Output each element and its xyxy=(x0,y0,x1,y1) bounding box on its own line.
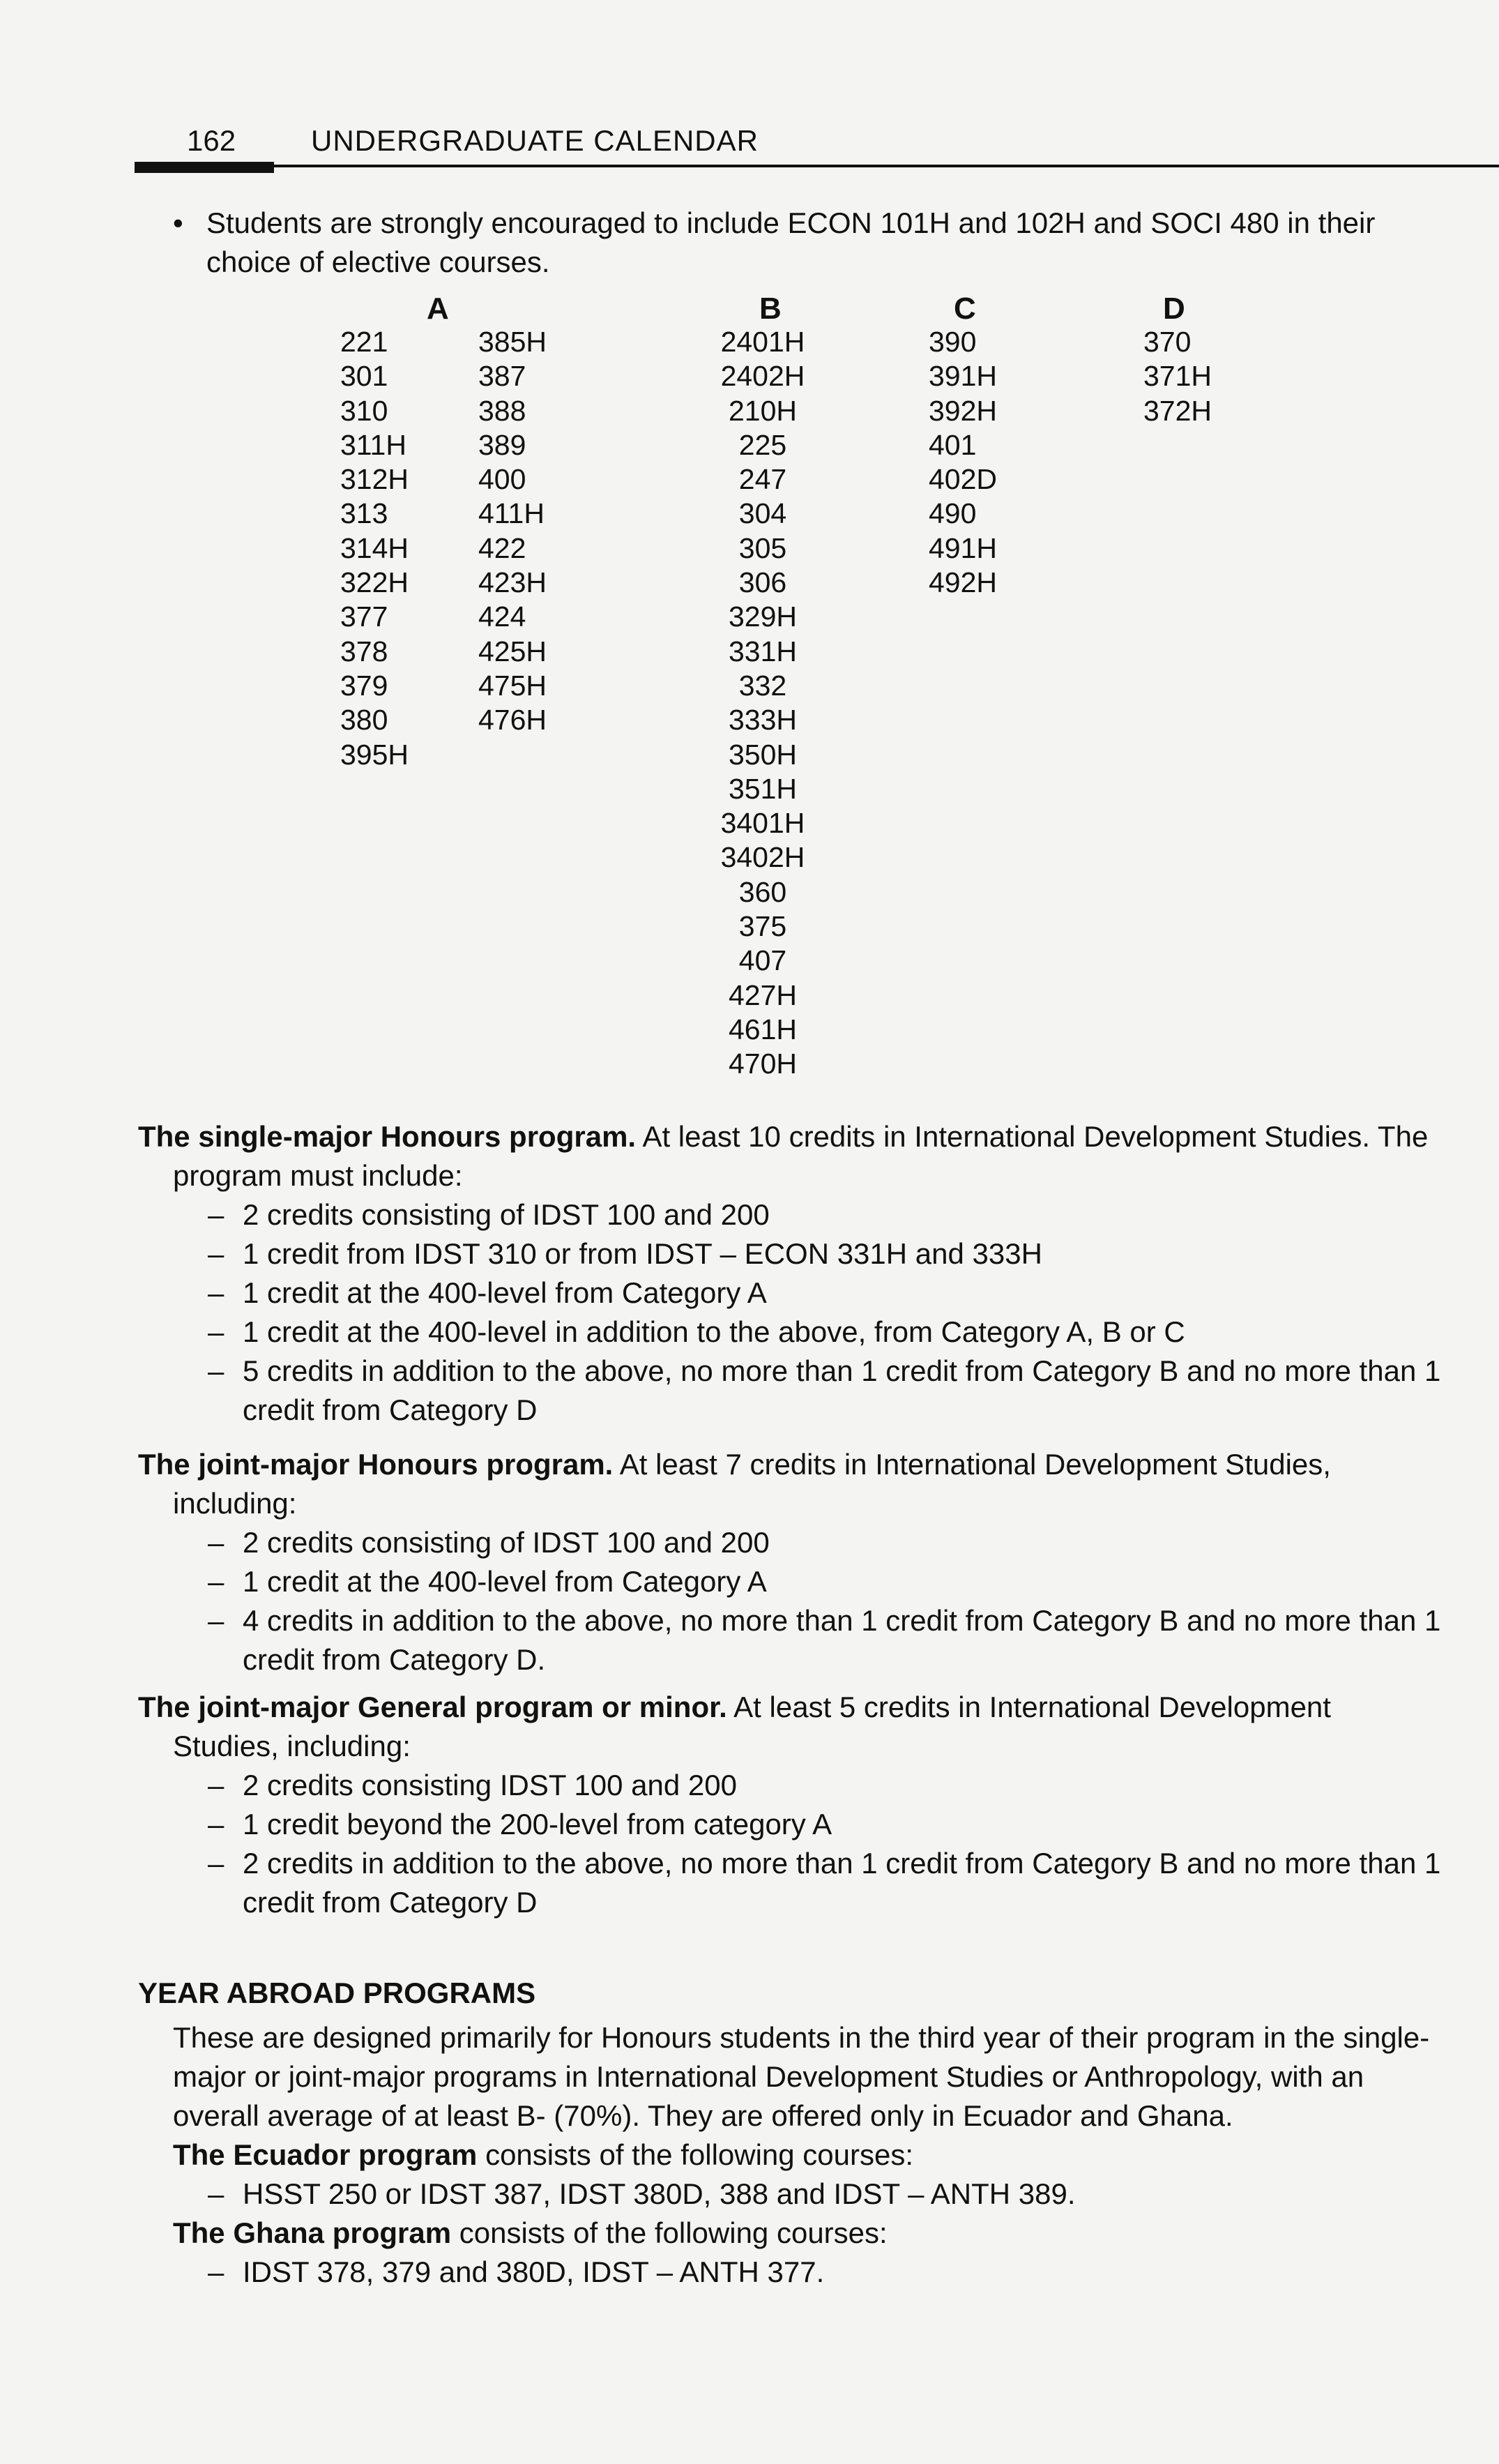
intro-bullet-text: Students are strongly encouraged to include ECON 101H and 102H and SOCI 480 in their choice of elective courses. xyxy=(206,206,1376,278)
ecuador-program xyxy=(173,2136,1442,2175)
course-number: 351H xyxy=(728,772,797,805)
requirement-text: 1 credit at the 400-level from Category A xyxy=(243,1276,767,1309)
bullet-symbol: • xyxy=(173,206,183,239)
category-c-header: C xyxy=(954,292,976,326)
course-number: 301 xyxy=(340,360,388,393)
course-number: 210H xyxy=(728,394,797,427)
course-number: 377 xyxy=(340,600,388,633)
dash-symbol: – xyxy=(208,1198,225,1231)
course-number: 247 xyxy=(738,463,787,496)
requirement-item xyxy=(208,1562,1442,1601)
course-number: 389 xyxy=(478,428,526,461)
requirement-text: 4 credits in addition to the above, no more than 1 credit from Category B and no more than 1 credit from Category D. xyxy=(243,1604,1441,1676)
course-number: 425H xyxy=(478,635,547,667)
dash-symbol: – xyxy=(208,1526,225,1559)
dash-symbol: – xyxy=(208,2177,225,2210)
requirement-item xyxy=(208,1234,1442,1273)
course-number: 350H xyxy=(728,738,797,771)
dash-symbol: – xyxy=(208,1769,225,1801)
course-number: 225 xyxy=(738,428,787,461)
course-number: 491H xyxy=(929,531,998,564)
single-major-section xyxy=(138,1117,1442,1430)
category-a-header: A xyxy=(427,292,449,326)
course-number: 314H xyxy=(340,531,409,564)
course-number: 461H xyxy=(728,1013,797,1045)
course-number: 424 xyxy=(478,600,526,633)
requirement-item xyxy=(208,1352,1442,1430)
course-number: 470H xyxy=(728,1048,797,1080)
requirement-text: 1 credit beyond the 200-level from category A xyxy=(243,1808,832,1841)
dash-symbol: – xyxy=(208,1354,225,1387)
requirement-item xyxy=(208,1195,1442,1234)
category-d-column xyxy=(1143,325,1212,428)
ecuador-heading: The Ecuador program xyxy=(173,2138,478,2171)
requirement-text: 1 credit from IDST 310 or from IDST – ECON 331H and 333H xyxy=(243,1237,1042,1270)
course-number: 378 xyxy=(340,635,388,667)
course-number: 306 xyxy=(738,566,787,599)
course-number: 422 xyxy=(478,531,526,564)
dash-symbol: – xyxy=(208,1604,225,1637)
requirement-text: 2 credits consisting of IDST 100 and 200 xyxy=(243,1526,770,1559)
requirement-text: 2 credits consisting IDST 100 and 200 xyxy=(243,1769,737,1801)
page-title: UNDERGRADUATE CALENDAR xyxy=(311,124,759,157)
ghana-intro: consists of the following courses: xyxy=(451,2216,888,2249)
course-number: 407 xyxy=(738,944,787,977)
category-a-column-2 xyxy=(478,325,547,738)
course-number: 2402H xyxy=(720,360,805,393)
course-number: 372H xyxy=(1143,394,1212,427)
general-minor-intro-text: At least 5 credits in International Development Studies, including: xyxy=(173,1691,1331,1762)
ecuador-intro: consists of the following courses: xyxy=(477,2138,914,2171)
ghana-heading: The Ghana program xyxy=(173,2216,452,2249)
course-number: 329H xyxy=(728,600,797,633)
course-number: 221 xyxy=(340,326,388,358)
course-number: 331H xyxy=(728,635,797,667)
general-minor-intro xyxy=(138,1688,1442,1766)
course-number: 401 xyxy=(929,428,977,461)
requirement-text: 1 credit at the 400-level in addition to the above, from Category A, B or C xyxy=(243,1315,1185,1348)
ghana-item xyxy=(208,2253,1442,2292)
page-number: 162 xyxy=(187,124,236,157)
joint-major-list xyxy=(208,1523,1442,1679)
dash-symbol: – xyxy=(208,1315,225,1348)
dash-symbol: – xyxy=(208,1276,225,1309)
year-abroad-body xyxy=(173,2018,1442,2292)
course-number: 379 xyxy=(340,669,388,702)
requirement-item xyxy=(208,1766,1442,1805)
requirement-text: 1 credit at the 400-level from Category A xyxy=(243,1565,767,1598)
course-number: 333H xyxy=(728,704,797,736)
course-number: 312H xyxy=(340,463,409,496)
joint-major-heading: The joint-major Honours program. xyxy=(138,1448,614,1481)
dash-symbol: – xyxy=(208,2255,225,2288)
single-major-heading: The single-major Honours program. xyxy=(138,1120,637,1153)
general-minor-heading: The joint-major General program or minor. xyxy=(138,1691,727,1723)
dash-symbol: – xyxy=(208,1237,225,1270)
course-number: 395H xyxy=(340,738,409,771)
dash-symbol: – xyxy=(208,1565,225,1598)
course-number: 313 xyxy=(340,497,388,530)
header-rule-thin xyxy=(274,165,1499,167)
header-rule-thick xyxy=(135,162,274,173)
course-number: 387 xyxy=(478,360,526,393)
course-number: 385H xyxy=(478,326,547,358)
general-minor-list xyxy=(208,1766,1442,1922)
course-number: 492H xyxy=(929,566,998,599)
year-abroad-heading: YEAR ABROAD PROGRAMS xyxy=(138,1977,536,2009)
joint-major-intro-text: At least 7 credits in International Development Studies, including: xyxy=(173,1448,1331,1520)
dash-symbol: – xyxy=(208,1847,225,1880)
ghana-item-text: IDST 378, 379 and 380D, IDST – ANTH 377. xyxy=(243,2255,825,2288)
course-number: 360 xyxy=(738,875,787,908)
course-number: 400 xyxy=(478,463,526,496)
ecuador-item-text: HSST 250 or IDST 387, IDST 380D, 388 and IDST – ANTH 389. xyxy=(243,2177,1076,2210)
general-minor-section xyxy=(138,1688,1442,1922)
course-number: 370 xyxy=(1143,326,1192,358)
year-abroad-description: These are designed primarily for Honours students in the third year of their program in the single-major or joint-major programs in International Development Studies or Anthropology, with an overall average of at least B- (70%). They are offered only in Ecuador and Ghana. xyxy=(173,2021,1430,2132)
course-number: 427H xyxy=(728,978,797,1011)
joint-major-section xyxy=(138,1445,1442,1679)
course-number: 3401H xyxy=(720,807,805,840)
course-number: 391H xyxy=(929,360,998,393)
course-number: 392H xyxy=(929,394,998,427)
course-number: 311H xyxy=(340,428,406,461)
category-a-column-1 xyxy=(340,325,409,772)
course-number: 388 xyxy=(478,394,526,427)
ghana-program xyxy=(173,2214,1442,2253)
course-number: 402D xyxy=(929,463,998,496)
requirement-item xyxy=(208,1273,1442,1313)
requirement-text: 5 credits in addition to the above, no more than 1 credit from Category B and no more than 1 credit from Category D xyxy=(243,1354,1441,1426)
course-number: 490 xyxy=(929,497,977,530)
course-number: 476H xyxy=(478,704,547,736)
requirement-item xyxy=(208,1313,1442,1352)
course-number: 475H xyxy=(478,669,547,702)
requirement-item xyxy=(208,1805,1442,1844)
course-number: 380 xyxy=(340,704,388,736)
course-number: 423H xyxy=(478,566,547,599)
course-number: 305 xyxy=(738,531,787,564)
page-header xyxy=(135,119,1445,173)
course-number: 411H xyxy=(478,497,545,530)
requirement-text: 2 credits in addition to the above, no more than 1 credit from Category B and no more than 1 credit from Category D xyxy=(243,1847,1441,1919)
course-number: 375 xyxy=(738,910,787,943)
joint-major-intro xyxy=(138,1445,1442,1523)
course-number: 390 xyxy=(929,326,977,358)
single-major-list xyxy=(208,1195,1442,1430)
category-d-header: D xyxy=(1163,292,1185,326)
requirement-item xyxy=(208,1523,1442,1562)
course-number: 304 xyxy=(738,497,787,530)
category-c-column xyxy=(929,325,997,600)
requirement-item xyxy=(208,1601,1442,1679)
category-b-header: B xyxy=(759,292,782,326)
single-major-intro xyxy=(138,1117,1442,1195)
course-number: 371H xyxy=(1143,360,1212,393)
course-number: 322H xyxy=(340,566,409,599)
category-b-column xyxy=(714,325,812,1082)
ecuador-item xyxy=(208,2175,1442,2214)
requirement-text: 2 credits consisting of IDST 100 and 200 xyxy=(243,1198,770,1231)
course-number: 332 xyxy=(738,669,787,702)
dash-symbol: – xyxy=(208,1808,225,1841)
course-number: 310 xyxy=(340,394,388,427)
single-major-intro-text: At least 10 credits in International Development Studies. The program must include: xyxy=(173,1120,1429,1192)
requirement-item xyxy=(208,1844,1442,1922)
course-number: 3402H xyxy=(720,841,805,874)
course-number: 2401H xyxy=(720,326,805,358)
